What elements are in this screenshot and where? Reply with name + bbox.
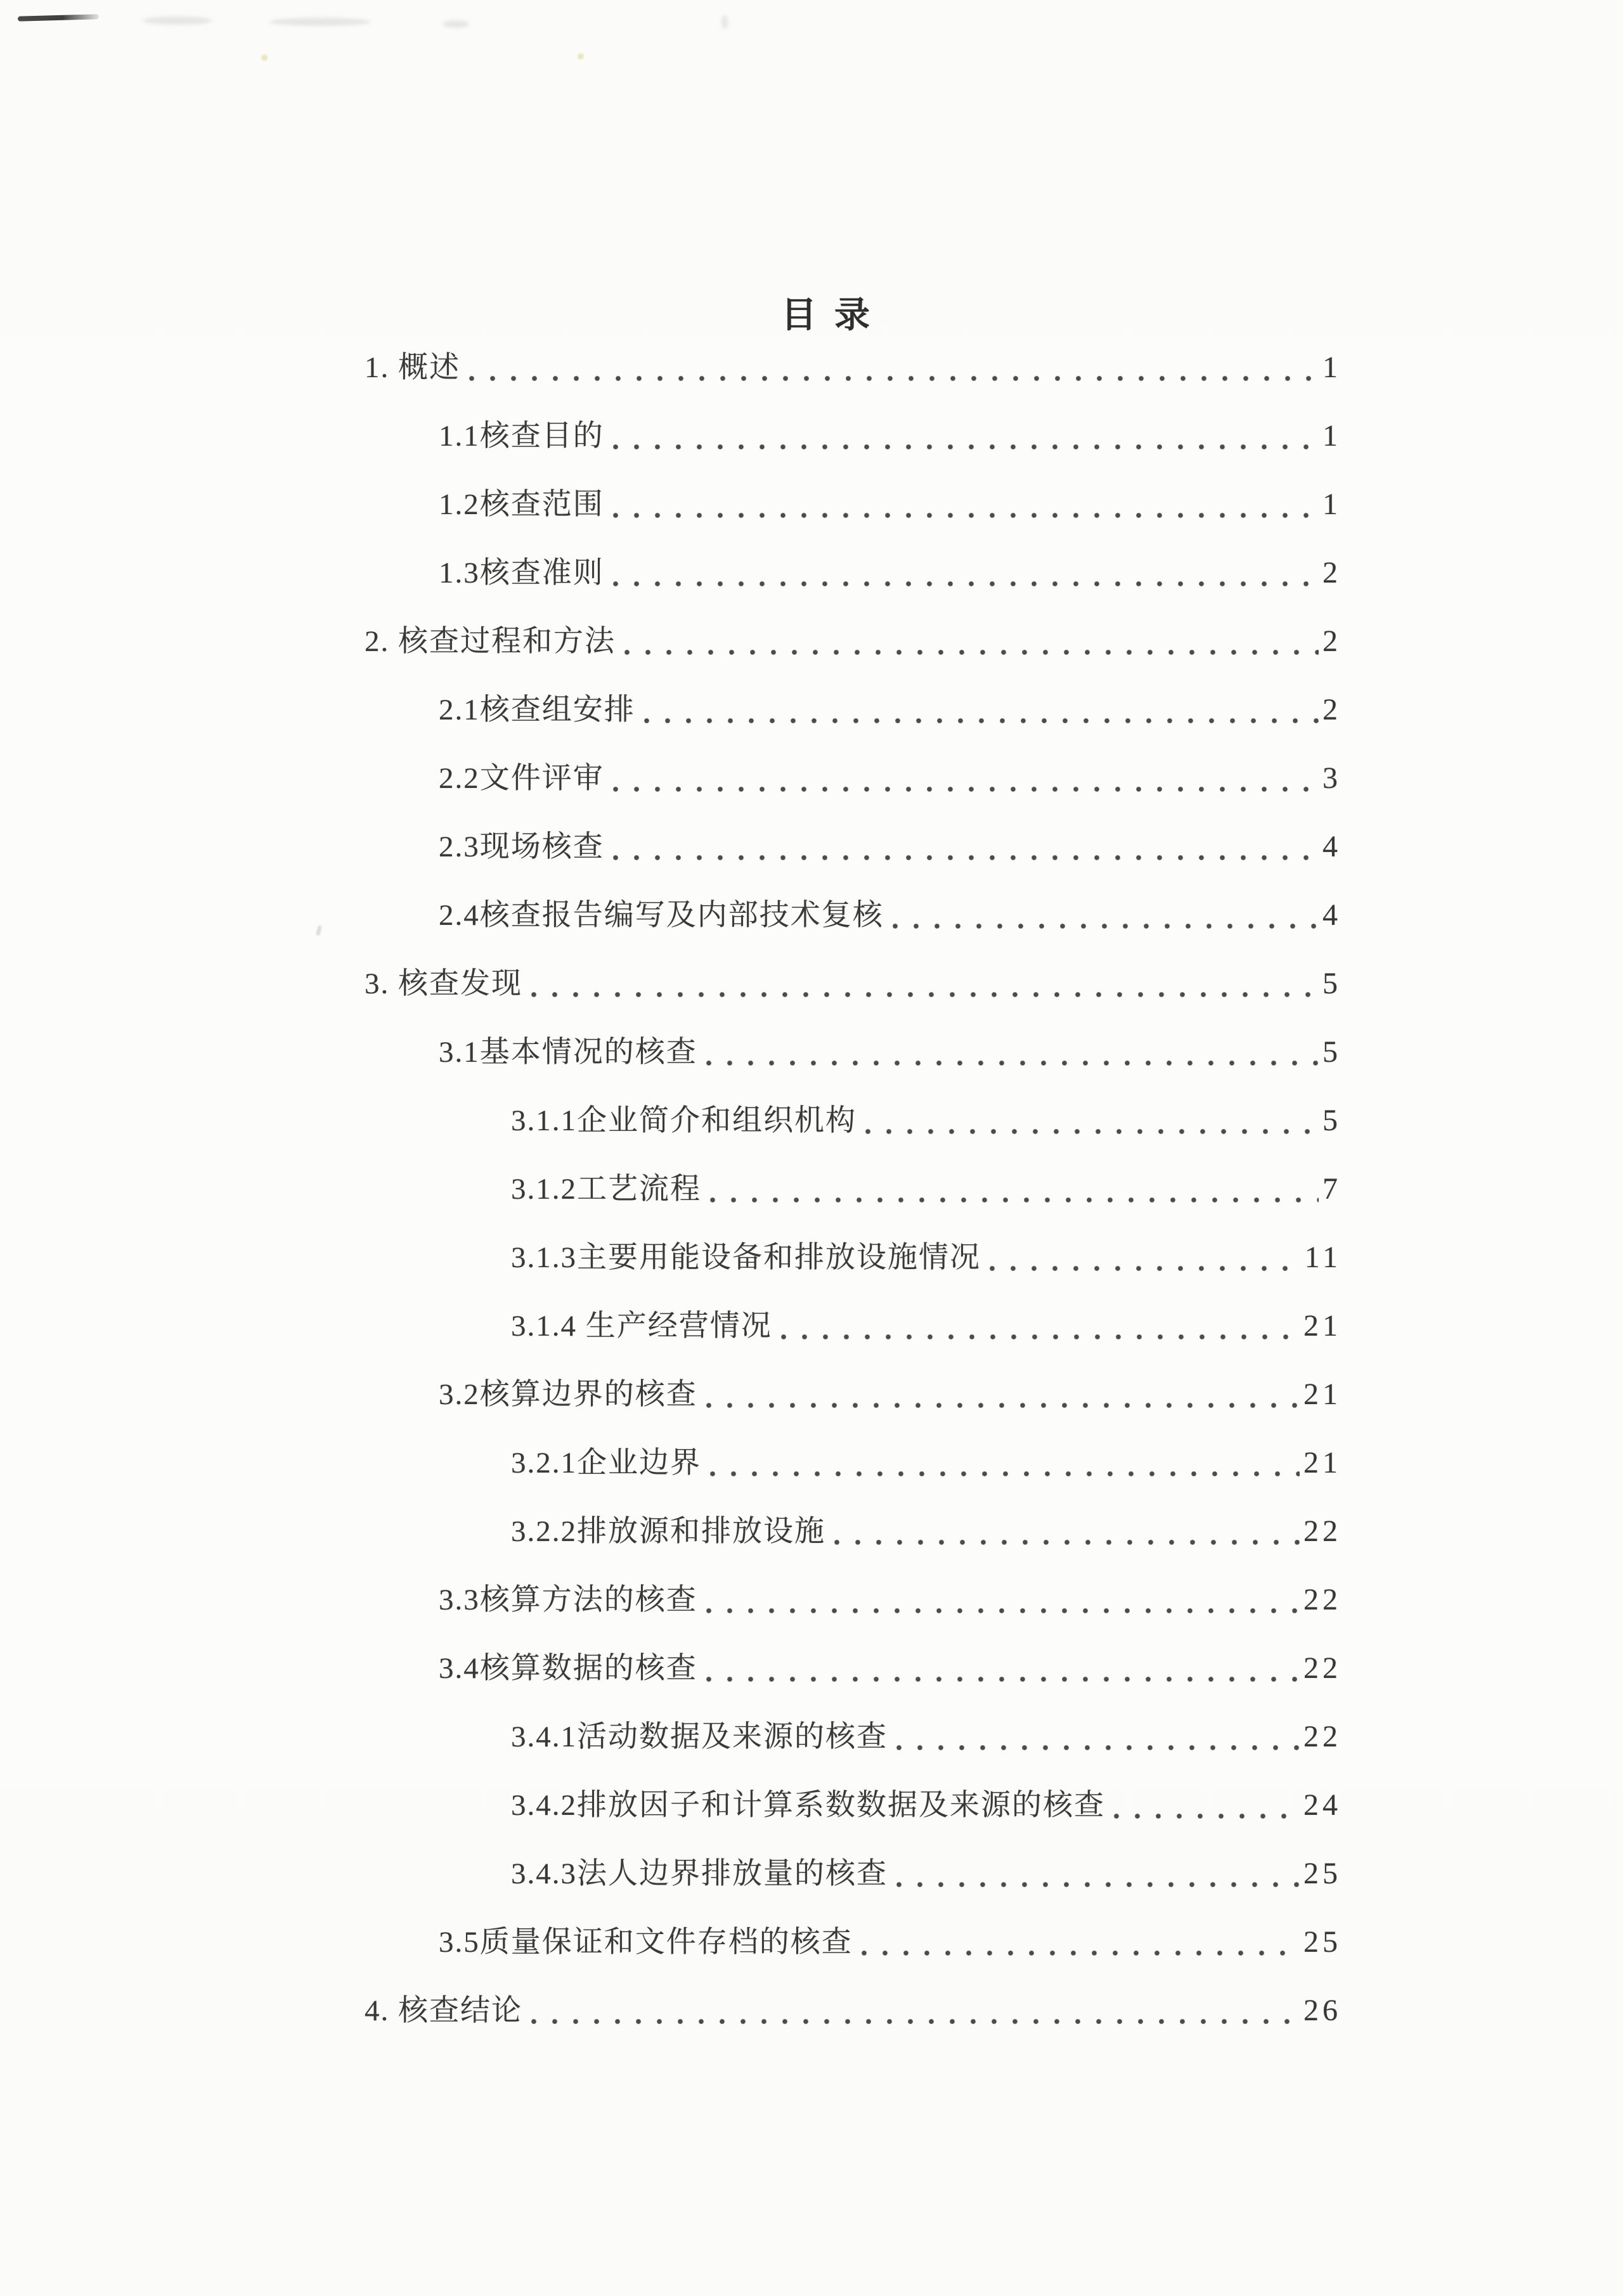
toc-entry xyxy=(0,1155,1623,1223)
toc-entry xyxy=(0,881,1623,950)
scan-artifact-speck xyxy=(261,55,268,61)
toc-entry xyxy=(0,1771,1623,1840)
toc-entry xyxy=(0,1840,1623,1908)
toc-entry-label: 3.3核算方法的核查 xyxy=(439,1583,697,1616)
toc-entry-page-number: 22 xyxy=(1303,1720,1342,1753)
toc-entry-page-number: 1 xyxy=(1322,351,1342,384)
toc-leader-dots xyxy=(531,2016,1300,2027)
toc-leader-dots xyxy=(613,442,1319,452)
toc-entry-page-number: 5 xyxy=(1322,967,1342,1000)
toc-entry-label: 1.1核查目的 xyxy=(439,420,604,453)
toc-entry xyxy=(0,1292,1623,1360)
toc-entry-label: 2.4核查报告编写及内部技术复核 xyxy=(439,899,884,932)
toc-entry xyxy=(0,1497,1623,1566)
toc-entry-page-number: 26 xyxy=(1303,1994,1342,2027)
toc-leader-dots xyxy=(862,1948,1300,1958)
scan-artifact-smudge xyxy=(721,15,728,29)
toc-entry-page-number: 22 xyxy=(1303,1651,1342,1685)
toc-entry-page-number: 21 xyxy=(1303,1446,1342,1480)
toc-entry xyxy=(0,1429,1623,1497)
scan-artifact-smudge xyxy=(443,20,469,28)
toc-entry-label: 3.4.3法人边界排放量的核查 xyxy=(511,1857,888,1890)
toc-leader-dots xyxy=(644,716,1319,726)
toc-leader-dots xyxy=(896,1743,1300,1753)
toc-leader-dots xyxy=(706,1606,1300,1616)
toc-entry-page-number: 22 xyxy=(1303,1514,1342,1548)
toc-entry xyxy=(0,607,1623,676)
toc-entry xyxy=(0,1018,1623,1087)
toc-leader-dots xyxy=(834,1537,1300,1547)
toc-leader-dots xyxy=(469,373,1319,384)
toc-entry-page-number: 4 xyxy=(1322,898,1342,932)
toc-entry-page-number: 11 xyxy=(1304,1241,1342,1274)
toc-entry-label: 3.2.2排放源和排放设施 xyxy=(511,1515,825,1548)
toc-leader-dots xyxy=(613,579,1319,589)
toc-entry-label: 3. 核查发现 xyxy=(365,967,522,1000)
toc-leader-dots xyxy=(865,1126,1319,1137)
toc-entry-label: 1.3核查准则 xyxy=(439,557,604,590)
toc-entry-page-number: 1 xyxy=(1322,487,1342,521)
toc-entry-page-number: 25 xyxy=(1303,1925,1342,1959)
toc-leader-dots xyxy=(613,853,1319,863)
toc-entry xyxy=(0,470,1623,539)
toc-entry xyxy=(0,813,1623,881)
toc-leader-dots xyxy=(613,510,1319,520)
toc-entry xyxy=(0,402,1623,470)
toc-leader-dots xyxy=(1114,1811,1300,1821)
toc-leader-dots xyxy=(710,1195,1319,1205)
toc-entry xyxy=(0,744,1623,813)
toc-leader-dots xyxy=(990,1263,1301,1274)
toc-leader-dots xyxy=(706,1674,1300,1684)
toc-entry-label: 3.5质量保证和文件存档的核查 xyxy=(439,1926,853,1959)
toc-entry xyxy=(0,1087,1623,1155)
toc-leader-dots xyxy=(531,990,1319,1000)
toc-entry xyxy=(0,1634,1623,1703)
toc-entry-label: 4. 核查结论 xyxy=(365,1994,522,2027)
toc-entry-page-number: 2 xyxy=(1322,624,1342,658)
toc-entry-page-number: 5 xyxy=(1322,1104,1342,1137)
toc-entry xyxy=(0,1566,1623,1634)
toc-entry-label: 3.1.2工艺流程 xyxy=(511,1173,701,1206)
toc-entry-label: 3.2核算边界的核查 xyxy=(439,1378,697,1411)
toc-entry-page-number: 25 xyxy=(1303,1857,1342,1890)
toc-entry-label: 2.2文件评审 xyxy=(439,762,604,795)
toc-leader-dots xyxy=(781,1332,1300,1342)
toc-entry-label: 3.1.1企业简介和组织机构 xyxy=(511,1104,857,1137)
toc-entry-label: 1. 概述 xyxy=(365,351,460,384)
scan-artifact-line xyxy=(18,14,99,21)
toc-entry-label: 1.2核查范围 xyxy=(439,488,604,521)
page-title: 目录 xyxy=(781,296,888,335)
toc-entry-label: 3.4核算数据的核查 xyxy=(439,1652,697,1685)
toc-entry-label: 3.1.3主要用能设备和排放设施情况 xyxy=(511,1241,981,1274)
toc-entry-page-number: 21 xyxy=(1303,1377,1342,1411)
toc-entry-page-number: 24 xyxy=(1303,1788,1342,1822)
toc-leader-dots xyxy=(896,1880,1300,1890)
toc-entry xyxy=(0,1223,1623,1292)
toc-leader-dots xyxy=(710,1469,1300,1479)
toc-entry-label: 3.2.1企业边界 xyxy=(511,1447,701,1480)
toc-leader-dots xyxy=(706,1400,1300,1410)
toc-entry-page-number: 7 xyxy=(1322,1172,1342,1206)
toc-entry-label: 3.4.2排放因子和计算系数数据及来源的核查 xyxy=(511,1789,1105,1822)
toc-entry xyxy=(0,676,1623,744)
toc-entry-page-number: 1 xyxy=(1322,419,1342,453)
table-of-contents xyxy=(0,333,1623,2045)
toc-entry xyxy=(0,539,1623,607)
toc-leader-dots xyxy=(624,647,1319,657)
toc-entry-page-number: 5 xyxy=(1322,1035,1342,1069)
scan-artifact-speck xyxy=(578,53,584,60)
toc-entry xyxy=(0,950,1623,1018)
toc-entry xyxy=(0,1977,1623,2045)
toc-entry-page-number: 22 xyxy=(1303,1583,1342,1616)
toc-entry-page-number: 3 xyxy=(1322,761,1342,795)
toc-entry-label: 2. 核查过程和方法 xyxy=(365,625,616,658)
toc-entry xyxy=(0,333,1623,402)
toc-entry-label: 3.1基本情况的核查 xyxy=(439,1036,697,1069)
toc-leader-dots xyxy=(893,921,1319,931)
toc-leader-dots xyxy=(613,784,1319,794)
toc-entry-page-number: 2 xyxy=(1322,693,1342,726)
toc-entry-page-number: 21 xyxy=(1303,1309,1342,1343)
toc-leader-dots xyxy=(706,1058,1319,1068)
toc-entry xyxy=(0,1360,1623,1429)
toc-entry-label: 3.4.1活动数据及来源的核查 xyxy=(511,1720,888,1753)
toc-entry xyxy=(0,1908,1623,1977)
toc-entry-label: 3.1.4 生产经营情况 xyxy=(511,1310,772,1343)
toc-entry-page-number: 2 xyxy=(1322,556,1342,590)
toc-entry-label: 2.1核查组安排 xyxy=(439,693,635,726)
toc-entry-label: 2.3现场核查 xyxy=(439,830,604,863)
toc-entry-page-number: 4 xyxy=(1322,830,1342,863)
scan-artifact-smudge xyxy=(143,16,212,25)
toc-entry xyxy=(0,1703,1623,1771)
scan-artifact-smudge xyxy=(269,18,371,26)
